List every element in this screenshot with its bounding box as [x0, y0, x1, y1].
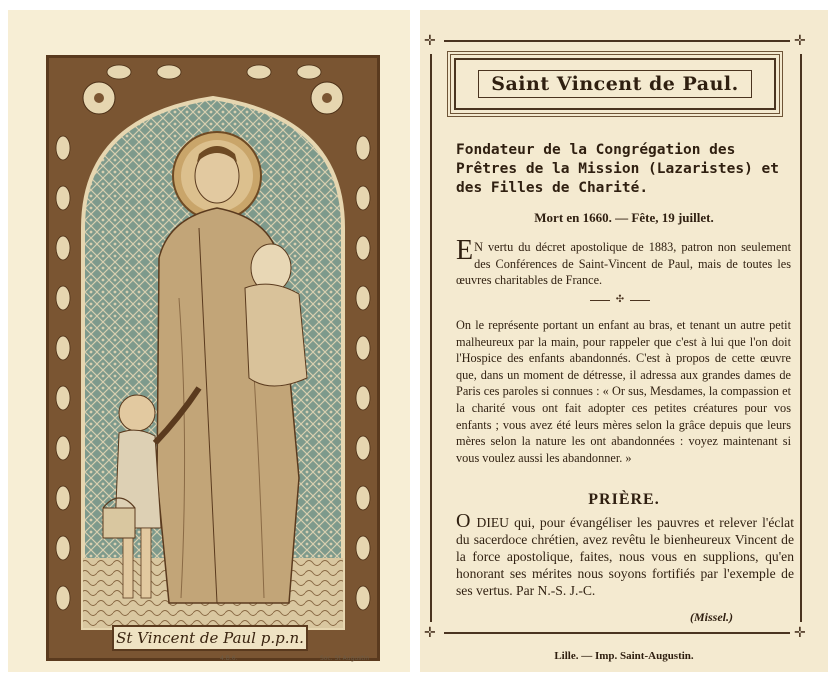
- drop-cap: O: [456, 510, 471, 532]
- card-title: Saint Vincent de Paul.: [478, 70, 751, 98]
- corner-cross-icon: ✛: [794, 625, 806, 641]
- corner-cross-icon: ✛: [424, 625, 436, 641]
- decree-paragraph: [456, 235, 791, 289]
- prayer-text: DIEU qui, pour évangéliser les pauvres et relever l'éclat du sacerdoce chrétien, avez revêtu le bienheureux Vincent de la force apostolique, faites, nous vous en supplions, qu'en honorant ses mérites nous soyons fortifiés par l'exemple de ses vertus. Par N.-S. J.-C.: [456, 515, 794, 598]
- decree-text: N vertu du décret apostolique de 1883, patron non seulement des Conférences de Saint-Vincent de Paul, mais de toutes les œuvres charitables de France.: [456, 240, 791, 288]
- corner-cross-icon: ✛: [424, 33, 436, 49]
- saint-illustration: [46, 55, 380, 661]
- title-frame: [454, 58, 776, 110]
- prayer-heading: PRIÈRE.: [588, 491, 660, 508]
- engraving-illustration: [49, 58, 377, 658]
- print-mark-publisher: Soc. St Augustin: [320, 655, 370, 662]
- drop-cap: E: [456, 235, 474, 266]
- border-rule-top: [444, 40, 790, 42]
- death-feast-line: Mort en 1660. — Fête, 19 juillet.: [534, 210, 714, 225]
- subtitle: Fondateur de la Congrégation des Prêtres de la Mission (Lazaristes) et des Filles de Charité.: [456, 142, 780, 196]
- image-caption: St Vincent de Paul p.p.n.: [112, 625, 308, 651]
- border-rule-bottom: [444, 632, 790, 634]
- corner-cross-icon: ✛: [794, 33, 806, 49]
- border-rule-right: [800, 54, 802, 622]
- border-rule-left: [430, 54, 432, 622]
- description-paragraph: On le représente portant un enfant au bras, et tenant un autre petit malheureux par la main, pour rappeler que c'est à lui que l'on doit l'Hospice des enfants abandonnés. C'est à propos de cette œuvre que, dans un moment de détresse, il adressa aux grandes dames de Paris ces paroles si connues : « Or sus, Mesdames, la compassion et la charité vous ont fait adopter ces petites créatures pour vos enfants ; vous avez été leurs mères selon la grâce depuis que leurs mères selon la nature les ont abandonnées : voyez maintenant si vous voulez aussi les abandonner. »: [456, 318, 791, 465]
- prayer-paragraph: [456, 510, 794, 599]
- prayer-source: (Missel.): [690, 610, 733, 624]
- holy-card-front: [8, 10, 410, 672]
- print-mark-code: 4.B.6.: [220, 655, 238, 662]
- ornament-divider-icon: ✣: [590, 295, 650, 305]
- holy-card-back: [420, 10, 828, 672]
- printer-line: Lille. — Imp. Saint-Augustin.: [554, 650, 694, 662]
